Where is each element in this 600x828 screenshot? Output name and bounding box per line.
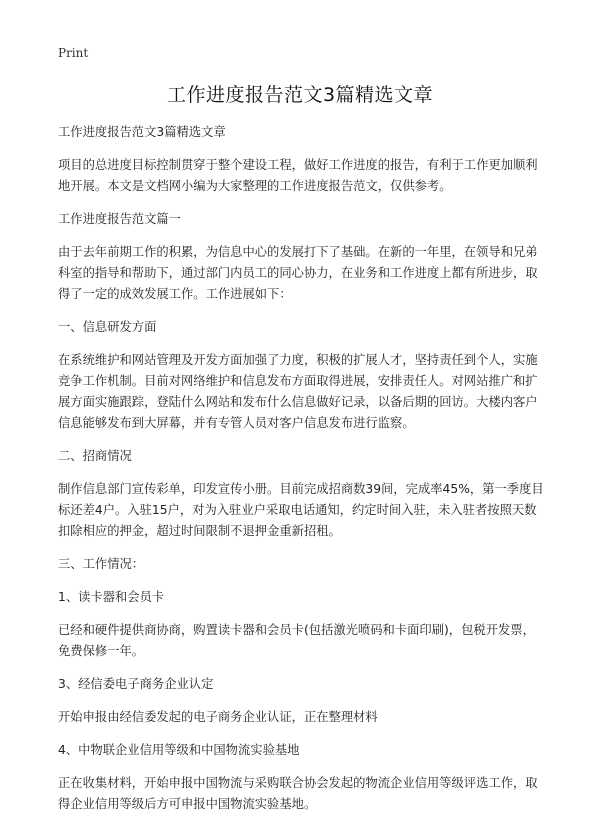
- paragraph: 制作信息部门宣传彩单，印发宣传小册。目前完成招商数39间，完成率45%，第一季度目标还差4户。入驻15户，对为入驻业户采取电话通知，约定时间入驻，未入驻者按照天数扣除相应的押金，超过时间限制不退押金重新招租。: [58, 482, 544, 538]
- intro-paragraph: 项目的总进度目标控制贯穿于整个建设工程，做好工作进度的报告，有利于工作更加顺利地开展。本文是文档网小编为大家整理的工作进度报告范文，仅供参考。: [58, 158, 538, 193]
- subsection-heading: 3、经信委电子商务企业认定: [58, 677, 214, 691]
- section-heading: 一、信息研发方面: [58, 320, 157, 334]
- section-heading: 二、招商情况: [58, 449, 132, 463]
- subtitle: 工作进度报告范文3篇精选文章: [58, 125, 226, 139]
- subsection-heading: 4、中物联企业信用等级和中国物流实验基地: [58, 743, 300, 757]
- paragraph: 正在收集材料，开始申报中国物流与采购联合协会发起的物流企业信用等级评选工作，取得企业信用等级后方可申报中国物流实验基地。: [58, 776, 538, 811]
- print-label: Print: [58, 46, 89, 60]
- paragraph: 由于去年前期工作的积累，为信息中心的发展打下了基础。在新的一年里，在领导和兄弟科室的指导和帮助下，通过部门内员工的同心协力，在业务和工作进度上都有所进步，取得了一定的成效发展工作。工作进展如下：: [58, 245, 538, 301]
- page-title: 工作进度报告范文3篇精选文章: [166, 84, 434, 106]
- paragraph: 开始申报由经信委发起的电子商务企业认证，正在整理材料: [58, 710, 378, 724]
- paragraph: 在系统维护和网站管理及开发方面加强了力度，积极的扩展人才，坚持责任到个人，实施竞争工作机制。目前对网络维护和信息发布方面取得进展，安排责任人。对网站推广和扩展方面实施跟踪，登陆什么网站和发布什么信息做好记录，以备后期的回访。大楼内客户信息能够发布到大屏幕，并有专管人员对客户信息发布进行监察。: [58, 353, 538, 430]
- paragraph: 已经和硬件提供商协商，购置读卡器和会员卡(包括激光喷码和卡面印刷)，包税开发票，免费保修一年。: [58, 623, 535, 658]
- subsection-heading: 1、读卡器和会员卡: [58, 590, 165, 604]
- section-heading: 三、工作情况：: [58, 557, 145, 571]
- document-body: [58, 122, 546, 827]
- section-heading: 工作进度报告范文篇一: [58, 212, 181, 226]
